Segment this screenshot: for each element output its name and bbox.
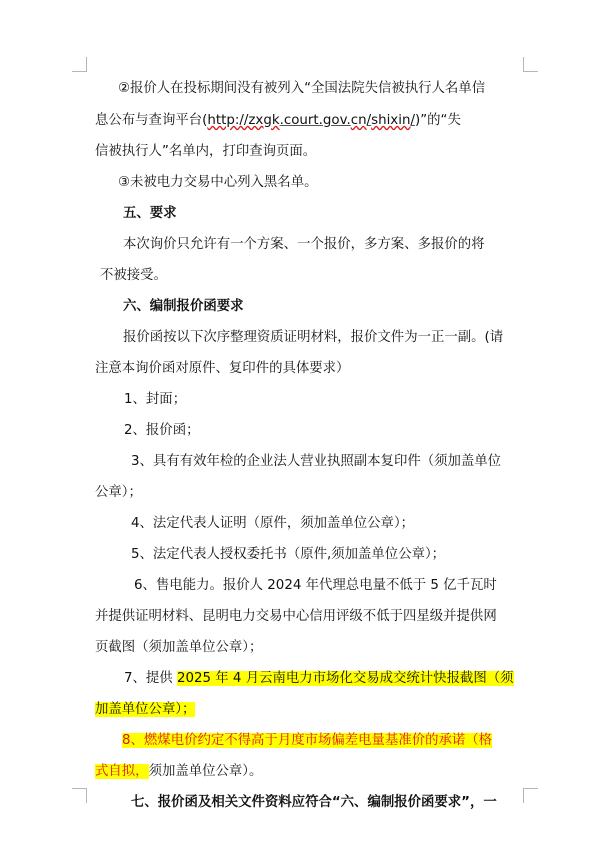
- text-segment: 须加盖单位公章）。: [148, 764, 263, 779]
- text-line: 页截图（须加盖单位公章）；: [95, 640, 263, 655]
- list-item: [124, 668, 554, 690]
- text-line: [95, 761, 525, 783]
- url-link[interactable]: http://zxgk: [207, 113, 280, 128]
- list-item: 6、售电能力。报价人 2024 年代理总电量不低于 5 亿千瓦时: [134, 578, 497, 593]
- list-item: 3、具有有效年检的企业法人营业执照副本复印件（须加盖单位: [131, 454, 502, 469]
- text-line: ②报价人在投标期间没有被列入“全国法院失信被执行人名单信: [118, 81, 486, 96]
- list-item: 5、法定代表人授权委托书（原件,须加盖单位公章）；: [131, 547, 446, 562]
- page-corner-mark-bottom-left: [72, 788, 87, 803]
- text-line: 公章）；: [95, 485, 142, 500]
- url-link[interactable]: cn: [350, 113, 367, 128]
- list-item: 2、报价函；: [124, 423, 200, 438]
- section-heading: 六、编制报价函要求: [123, 299, 244, 314]
- text-line: 并提供证明材料、昆明电力交易中心信用评级不低于四星级并提供网: [95, 609, 497, 624]
- highlighted-red-text: 8、燃煤电价约定不得高于月度市场偏差电量基准价的承诺（格: [122, 733, 493, 748]
- text-line: 报价函按以下次序整理资质证明材料，报价文件为一正一副。(请: [123, 330, 504, 345]
- text-line: ③未被电力交易中心列入黑名单。: [118, 175, 318, 190]
- url-link[interactable]: .court.gov.: [279, 113, 351, 128]
- highlighted-red-text: 式自拟，: [95, 764, 149, 779]
- highlighted-text: 加盖单位公章）；: [95, 702, 196, 717]
- page-corner-mark-top-left: [72, 57, 87, 72]
- text-line: 本次询价只允许有一个方案、一个报价，多方案、多报价的将: [123, 237, 485, 252]
- page-corner-mark-top-right: [523, 57, 538, 72]
- section-heading: 五、要求: [123, 206, 177, 221]
- text-line: 信被执行人”名单内，打印查询页面。: [95, 144, 317, 159]
- list-item: 4、法定代表人证明（原件，须加盖单位公章）；: [131, 516, 415, 531]
- text-segment: )”的“失: [414, 113, 461, 128]
- url-link[interactable]: shixin: [371, 113, 411, 128]
- text-line: 不被接受。: [100, 268, 167, 283]
- section-heading: 七、报价函及相关文件资料应符合“六、编制报价函要求”，一: [131, 795, 497, 810]
- url-link[interactable]: /: [366, 113, 372, 128]
- text-segment: 息公布与查询平台(: [95, 113, 208, 128]
- url-link[interactable]: /: [410, 113, 415, 128]
- list-item: 1、封面；: [124, 392, 187, 407]
- text-line: 注意本询价函对原件、复印件的具体要求）: [95, 361, 350, 376]
- text-line: [95, 699, 525, 721]
- text-line: [95, 110, 525, 132]
- list-item: [122, 730, 552, 752]
- text-segment: 7、提供: [124, 671, 177, 686]
- highlighted-text: 2025 年 4 月云南电力市场化交易成交统计快报截图（须: [176, 671, 514, 686]
